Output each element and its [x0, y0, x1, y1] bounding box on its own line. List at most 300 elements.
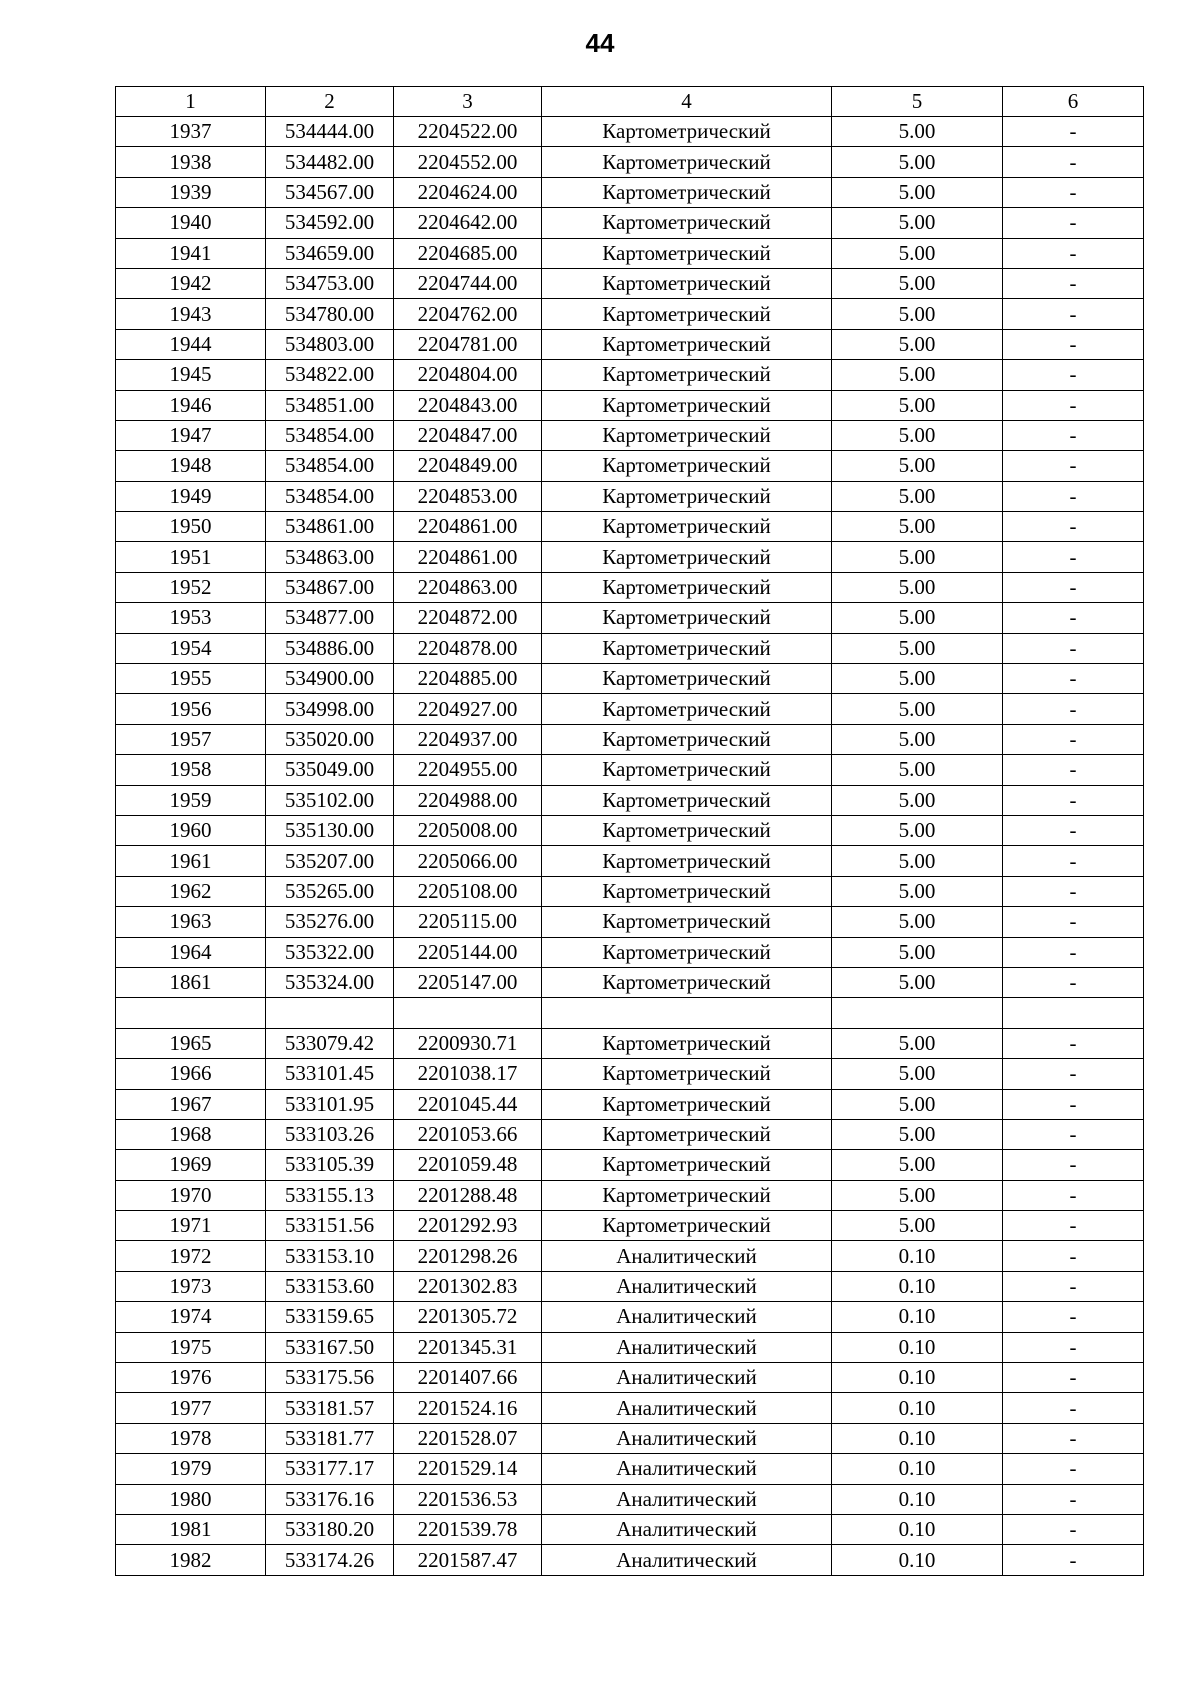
table-row: [116, 542, 1144, 572]
method-cell: Картометрический: [542, 603, 832, 633]
point-number-cell: 1946: [116, 390, 266, 420]
note-cell: -: [1003, 785, 1144, 815]
x-coordinate-cell: 535130.00: [266, 815, 394, 845]
accuracy-cell: 5.00: [832, 177, 1003, 207]
table-row: [116, 876, 1144, 906]
point-number-cell: 1953: [116, 603, 266, 633]
point-number-cell: 1944: [116, 329, 266, 359]
accuracy-cell: 5.00: [832, 633, 1003, 663]
y-coordinate-cell: 2200930.71: [394, 1028, 542, 1058]
x-coordinate-cell: 533181.57: [266, 1393, 394, 1423]
point-number-cell: 1947: [116, 420, 266, 450]
note-cell: -: [1003, 1514, 1144, 1544]
table-row: [116, 451, 1144, 481]
accuracy-cell: 0.10: [832, 1514, 1003, 1544]
y-coordinate-cell: 2204843.00: [394, 390, 542, 420]
page-number: 44: [585, 28, 615, 58]
point-number-cell: 1967: [116, 1089, 266, 1119]
method-cell: Картометрический: [542, 785, 832, 815]
note-cell: -: [1003, 451, 1144, 481]
point-number-cell: 1942: [116, 268, 266, 298]
method-cell: Картометрический: [542, 1028, 832, 1058]
method-cell: Картометрический: [542, 755, 832, 785]
y-coordinate-cell: 2204853.00: [394, 481, 542, 511]
note-cell: -: [1003, 1332, 1144, 1362]
method-cell: Аналитический: [542, 1271, 832, 1301]
note-cell: -: [1003, 815, 1144, 845]
point-number-cell: 1956: [116, 694, 266, 724]
note-cell: -: [1003, 1119, 1144, 1149]
x-coordinate-cell: 534854.00: [266, 481, 394, 511]
point-number-cell: 1958: [116, 755, 266, 785]
y-coordinate-cell: 2204847.00: [394, 420, 542, 450]
x-coordinate-cell: 533103.26: [266, 1119, 394, 1149]
note-cell: -: [1003, 1393, 1144, 1423]
accuracy-cell: 5.00: [832, 572, 1003, 602]
table-row: [116, 664, 1144, 694]
table-row: [116, 1150, 1144, 1180]
accuracy-cell: 5.00: [832, 1089, 1003, 1119]
table-row: [116, 785, 1144, 815]
point-number-cell: 1977: [116, 1393, 266, 1423]
table-row: [116, 117, 1144, 147]
x-coordinate-cell: 534877.00: [266, 603, 394, 633]
x-coordinate-cell: 533153.10: [266, 1241, 394, 1271]
x-coordinate-cell: 534482.00: [266, 147, 394, 177]
point-number-cell: 1978: [116, 1423, 266, 1453]
table-row: [116, 1545, 1144, 1575]
method-cell: Картометрический: [542, 724, 832, 754]
method-cell: Картометрический: [542, 512, 832, 542]
x-coordinate-cell: 535049.00: [266, 755, 394, 785]
note-cell: -: [1003, 1028, 1144, 1058]
accuracy-cell: 5.00: [832, 694, 1003, 724]
note-cell: -: [1003, 390, 1144, 420]
table-row: [116, 1332, 1144, 1362]
table-row: [116, 815, 1144, 845]
x-coordinate-cell: 533181.77: [266, 1423, 394, 1453]
x-coordinate-cell: 533153.60: [266, 1271, 394, 1301]
table-row: [116, 360, 1144, 390]
point-number-cell: 1950: [116, 512, 266, 542]
point-number-cell: 1957: [116, 724, 266, 754]
note-cell: -: [1003, 1423, 1144, 1453]
accuracy-cell: 5.00: [832, 451, 1003, 481]
method-cell: Картометрический: [542, 664, 832, 694]
x-coordinate-cell: 534886.00: [266, 633, 394, 663]
method-cell: [542, 998, 832, 1028]
note-cell: -: [1003, 876, 1144, 906]
y-coordinate-cell: 2205144.00: [394, 937, 542, 967]
accuracy-cell: 5.00: [832, 208, 1003, 238]
method-cell: Картометрический: [542, 937, 832, 967]
accuracy-cell: 5.00: [832, 360, 1003, 390]
method-cell: Аналитический: [542, 1302, 832, 1332]
note-cell: -: [1003, 1211, 1144, 1241]
accuracy-cell: 5.00: [832, 876, 1003, 906]
point-number-cell: 1976: [116, 1363, 266, 1393]
method-cell: Картометрический: [542, 1211, 832, 1241]
y-coordinate-cell: 2204937.00: [394, 724, 542, 754]
table-row: [116, 208, 1144, 238]
note-cell: -: [1003, 572, 1144, 602]
x-coordinate-cell: 535324.00: [266, 967, 394, 997]
table-row: [116, 1484, 1144, 1514]
point-number-cell: 1960: [116, 815, 266, 845]
method-cell: Картометрический: [542, 1089, 832, 1119]
note-cell: -: [1003, 147, 1144, 177]
method-cell: Картометрический: [542, 572, 832, 602]
method-cell: Аналитический: [542, 1423, 832, 1453]
note-cell: -: [1003, 1059, 1144, 1089]
y-coordinate-cell: 2201539.78: [394, 1514, 542, 1544]
point-number-cell: 1970: [116, 1180, 266, 1210]
table-row: [116, 1211, 1144, 1241]
point-number-cell: 1861: [116, 967, 266, 997]
method-cell: Картометрический: [542, 329, 832, 359]
x-coordinate-cell: 533151.56: [266, 1211, 394, 1241]
note-cell: -: [1003, 512, 1144, 542]
y-coordinate-cell: 2204872.00: [394, 603, 542, 633]
method-cell: Картометрический: [542, 299, 832, 329]
x-coordinate-cell: 534753.00: [266, 268, 394, 298]
accuracy-cell: 5.00: [832, 907, 1003, 937]
table-row: [116, 846, 1144, 876]
note-cell: -: [1003, 268, 1144, 298]
column-header: 4: [542, 87, 832, 117]
y-coordinate-cell: 2204849.00: [394, 451, 542, 481]
method-cell: Картометрический: [542, 390, 832, 420]
accuracy-cell: 0.10: [832, 1545, 1003, 1575]
point-number-cell: 1952: [116, 572, 266, 602]
x-coordinate-cell: 534854.00: [266, 451, 394, 481]
note-cell: -: [1003, 208, 1144, 238]
table-row: [116, 147, 1144, 177]
note-cell: -: [1003, 1302, 1144, 1332]
point-number-cell: 1980: [116, 1484, 266, 1514]
table-row: [116, 572, 1144, 602]
y-coordinate-cell: 2201292.93: [394, 1211, 542, 1241]
accuracy-cell: 5.00: [832, 1119, 1003, 1149]
x-coordinate-cell: 535020.00: [266, 724, 394, 754]
table-row: [116, 694, 1144, 724]
table-row: [116, 937, 1144, 967]
column-header: 2: [266, 87, 394, 117]
x-coordinate-cell: 534780.00: [266, 299, 394, 329]
note-cell: -: [1003, 329, 1144, 359]
x-coordinate-cell: 533101.95: [266, 1089, 394, 1119]
method-cell: Картометрический: [542, 420, 832, 450]
y-coordinate-cell: 2204522.00: [394, 117, 542, 147]
y-coordinate-cell: [394, 998, 542, 1028]
x-coordinate-cell: 533101.45: [266, 1059, 394, 1089]
method-cell: Картометрический: [542, 1150, 832, 1180]
table-row: [116, 238, 1144, 268]
point-number-cell: 1941: [116, 238, 266, 268]
accuracy-cell: 5.00: [832, 1059, 1003, 1089]
y-coordinate-cell: 2201305.72: [394, 1302, 542, 1332]
method-cell: Аналитический: [542, 1393, 832, 1423]
accuracy-cell: [832, 998, 1003, 1028]
x-coordinate-cell: 534867.00: [266, 572, 394, 602]
y-coordinate-cell: 2205147.00: [394, 967, 542, 997]
accuracy-cell: 5.00: [832, 815, 1003, 845]
y-coordinate-cell: 2204885.00: [394, 664, 542, 694]
y-coordinate-cell: 2204804.00: [394, 360, 542, 390]
point-number-cell: 1943: [116, 299, 266, 329]
x-coordinate-cell: 533159.65: [266, 1302, 394, 1332]
note-cell: -: [1003, 846, 1144, 876]
note-cell: -: [1003, 238, 1144, 268]
note-cell: [1003, 998, 1144, 1028]
x-coordinate-cell: 535322.00: [266, 937, 394, 967]
table-row: [116, 329, 1144, 359]
y-coordinate-cell: 2204762.00: [394, 299, 542, 329]
table-row: [116, 907, 1144, 937]
point-number-cell: 1961: [116, 846, 266, 876]
x-coordinate-cell: 535207.00: [266, 846, 394, 876]
y-coordinate-cell: 2205108.00: [394, 876, 542, 906]
point-number-cell: 1951: [116, 542, 266, 572]
point-number-cell: 1974: [116, 1302, 266, 1332]
accuracy-cell: 0.10: [832, 1241, 1003, 1271]
accuracy-cell: 0.10: [832, 1454, 1003, 1484]
y-coordinate-cell: 2204781.00: [394, 329, 542, 359]
note-cell: -: [1003, 360, 1144, 390]
method-cell: Картометрический: [542, 846, 832, 876]
method-cell: Картометрический: [542, 907, 832, 937]
column-header: 5: [832, 87, 1003, 117]
y-coordinate-cell: 2201587.47: [394, 1545, 542, 1575]
y-coordinate-cell: 2201345.31: [394, 1332, 542, 1362]
column-header: 6: [1003, 87, 1144, 117]
method-cell: Картометрический: [542, 147, 832, 177]
note-cell: -: [1003, 177, 1144, 207]
y-coordinate-cell: 2204861.00: [394, 512, 542, 542]
y-coordinate-cell: 2201536.53: [394, 1484, 542, 1514]
y-coordinate-cell: 2204878.00: [394, 633, 542, 663]
x-coordinate-cell: 533175.56: [266, 1363, 394, 1393]
table-row: [116, 1028, 1144, 1058]
x-coordinate-cell: 534444.00: [266, 117, 394, 147]
point-number-cell: 1965: [116, 1028, 266, 1058]
table-row: [116, 177, 1144, 207]
method-cell: Картометрический: [542, 1059, 832, 1089]
x-coordinate-cell: 534851.00: [266, 390, 394, 420]
note-cell: -: [1003, 1271, 1144, 1301]
x-coordinate-cell: 533176.16: [266, 1484, 394, 1514]
note-cell: -: [1003, 603, 1144, 633]
note-cell: -: [1003, 1089, 1144, 1119]
x-coordinate-cell: 533174.26: [266, 1545, 394, 1575]
table-row: [116, 1393, 1144, 1423]
method-cell: Картометрический: [542, 694, 832, 724]
note-cell: -: [1003, 724, 1144, 754]
point-number-cell: 1966: [116, 1059, 266, 1089]
y-coordinate-cell: 2205115.00: [394, 907, 542, 937]
accuracy-cell: 5.00: [832, 1211, 1003, 1241]
x-coordinate-cell: 534861.00: [266, 512, 394, 542]
x-coordinate-cell: 533180.20: [266, 1514, 394, 1544]
accuracy-cell: 5.00: [832, 1180, 1003, 1210]
point-number-cell: 1968: [116, 1119, 266, 1149]
method-cell: Аналитический: [542, 1363, 832, 1393]
method-cell: Картометрический: [542, 238, 832, 268]
note-cell: -: [1003, 117, 1144, 147]
note-cell: -: [1003, 1180, 1144, 1210]
y-coordinate-cell: 2204642.00: [394, 208, 542, 238]
method-cell: Картометрический: [542, 481, 832, 511]
y-coordinate-cell: 2201288.48: [394, 1180, 542, 1210]
x-coordinate-cell: 533177.17: [266, 1454, 394, 1484]
x-coordinate-cell: 534900.00: [266, 664, 394, 694]
table-body: [116, 117, 1144, 1576]
y-coordinate-cell: 2204744.00: [394, 268, 542, 298]
accuracy-cell: 5.00: [832, 420, 1003, 450]
point-number-cell: 1949: [116, 481, 266, 511]
table-row: [116, 268, 1144, 298]
table-row: [116, 724, 1144, 754]
x-coordinate-cell: 534659.00: [266, 238, 394, 268]
note-cell: -: [1003, 1454, 1144, 1484]
accuracy-cell: 5.00: [832, 299, 1003, 329]
accuracy-cell: 5.00: [832, 724, 1003, 754]
point-number-cell: 1972: [116, 1241, 266, 1271]
point-number-cell: 1962: [116, 876, 266, 906]
accuracy-cell: 0.10: [832, 1271, 1003, 1301]
accuracy-cell: 5.00: [832, 238, 1003, 268]
y-coordinate-cell: 2201298.26: [394, 1241, 542, 1271]
method-cell: Картометрический: [542, 451, 832, 481]
method-cell: Аналитический: [542, 1484, 832, 1514]
coordinates-table: [115, 86, 1144, 1576]
accuracy-cell: 5.00: [832, 1028, 1003, 1058]
accuracy-cell: 5.00: [832, 1150, 1003, 1180]
method-cell: Картометрический: [542, 967, 832, 997]
x-coordinate-cell: 533105.39: [266, 1150, 394, 1180]
accuracy-cell: 5.00: [832, 846, 1003, 876]
note-cell: -: [1003, 1150, 1144, 1180]
y-coordinate-cell: 2201529.14: [394, 1454, 542, 1484]
method-cell: Картометрический: [542, 1180, 832, 1210]
accuracy-cell: 5.00: [832, 390, 1003, 420]
point-number-cell: 1963: [116, 907, 266, 937]
accuracy-cell: 5.00: [832, 117, 1003, 147]
x-coordinate-cell: 534803.00: [266, 329, 394, 359]
accuracy-cell: 5.00: [832, 481, 1003, 511]
table-row: [116, 299, 1144, 329]
y-coordinate-cell: 2201045.44: [394, 1089, 542, 1119]
accuracy-cell: 0.10: [832, 1484, 1003, 1514]
table-row: [116, 1454, 1144, 1484]
point-number-cell: 1955: [116, 664, 266, 694]
note-cell: -: [1003, 420, 1144, 450]
y-coordinate-cell: 2201407.66: [394, 1363, 542, 1393]
accuracy-cell: 5.00: [832, 542, 1003, 572]
y-coordinate-cell: 2204685.00: [394, 238, 542, 268]
accuracy-cell: 0.10: [832, 1302, 1003, 1332]
note-cell: -: [1003, 755, 1144, 785]
y-coordinate-cell: 2204552.00: [394, 147, 542, 177]
note-cell: -: [1003, 1363, 1144, 1393]
point-number-cell: 1959: [116, 785, 266, 815]
table-row: [116, 1180, 1144, 1210]
x-coordinate-cell: 534822.00: [266, 360, 394, 390]
note-cell: -: [1003, 937, 1144, 967]
method-cell: Картометрический: [542, 1119, 832, 1149]
method-cell: Картометрический: [542, 208, 832, 238]
accuracy-cell: 0.10: [832, 1332, 1003, 1362]
note-cell: -: [1003, 907, 1144, 937]
point-number-cell: 1973: [116, 1271, 266, 1301]
x-coordinate-cell: 534854.00: [266, 420, 394, 450]
point-number-cell: 1971: [116, 1211, 266, 1241]
table-row: [116, 967, 1144, 997]
table-row: [116, 390, 1144, 420]
y-coordinate-cell: 2201059.48: [394, 1150, 542, 1180]
point-number-cell: 1975: [116, 1332, 266, 1362]
table-row: [116, 633, 1144, 663]
table-row: [116, 1363, 1144, 1393]
x-coordinate-cell: 535102.00: [266, 785, 394, 815]
y-coordinate-cell: 2205008.00: [394, 815, 542, 845]
point-number-cell: 1937: [116, 117, 266, 147]
method-cell: Аналитический: [542, 1514, 832, 1544]
note-cell: -: [1003, 299, 1144, 329]
x-coordinate-cell: 535276.00: [266, 907, 394, 937]
y-coordinate-cell: 2201302.83: [394, 1271, 542, 1301]
method-cell: Картометрический: [542, 117, 832, 147]
note-cell: -: [1003, 481, 1144, 511]
table-row: [116, 1119, 1144, 1149]
table-row: [116, 755, 1144, 785]
note-cell: -: [1003, 542, 1144, 572]
y-coordinate-cell: 2204988.00: [394, 785, 542, 815]
y-coordinate-cell: 2204863.00: [394, 572, 542, 602]
method-cell: Картометрический: [542, 542, 832, 572]
point-number-cell: 1981: [116, 1514, 266, 1544]
point-number-cell: 1964: [116, 937, 266, 967]
table-row: [116, 603, 1144, 633]
y-coordinate-cell: 2201053.66: [394, 1119, 542, 1149]
table-row: [116, 998, 1144, 1028]
note-cell: -: [1003, 664, 1144, 694]
point-number-cell: 1969: [116, 1150, 266, 1180]
method-cell: Картометрический: [542, 268, 832, 298]
note-cell: -: [1003, 694, 1144, 724]
y-coordinate-cell: 2201524.16: [394, 1393, 542, 1423]
column-header: 3: [394, 87, 542, 117]
point-number-cell: 1939: [116, 177, 266, 207]
accuracy-cell: 5.00: [832, 603, 1003, 633]
note-cell: -: [1003, 633, 1144, 663]
y-coordinate-cell: 2204861.00: [394, 542, 542, 572]
point-number-cell: 1979: [116, 1454, 266, 1484]
column-header: 1: [116, 87, 266, 117]
accuracy-cell: 5.00: [832, 268, 1003, 298]
y-coordinate-cell: 2205066.00: [394, 846, 542, 876]
y-coordinate-cell: 2204624.00: [394, 177, 542, 207]
table-row: [116, 1059, 1144, 1089]
table-row: [116, 481, 1144, 511]
method-cell: Картометрический: [542, 633, 832, 663]
method-cell: Картометрический: [542, 177, 832, 207]
x-coordinate-cell: [266, 998, 394, 1028]
point-number-cell: 1982: [116, 1545, 266, 1575]
accuracy-cell: 5.00: [832, 755, 1003, 785]
table-row: [116, 1241, 1144, 1271]
table-row: [116, 1271, 1144, 1301]
